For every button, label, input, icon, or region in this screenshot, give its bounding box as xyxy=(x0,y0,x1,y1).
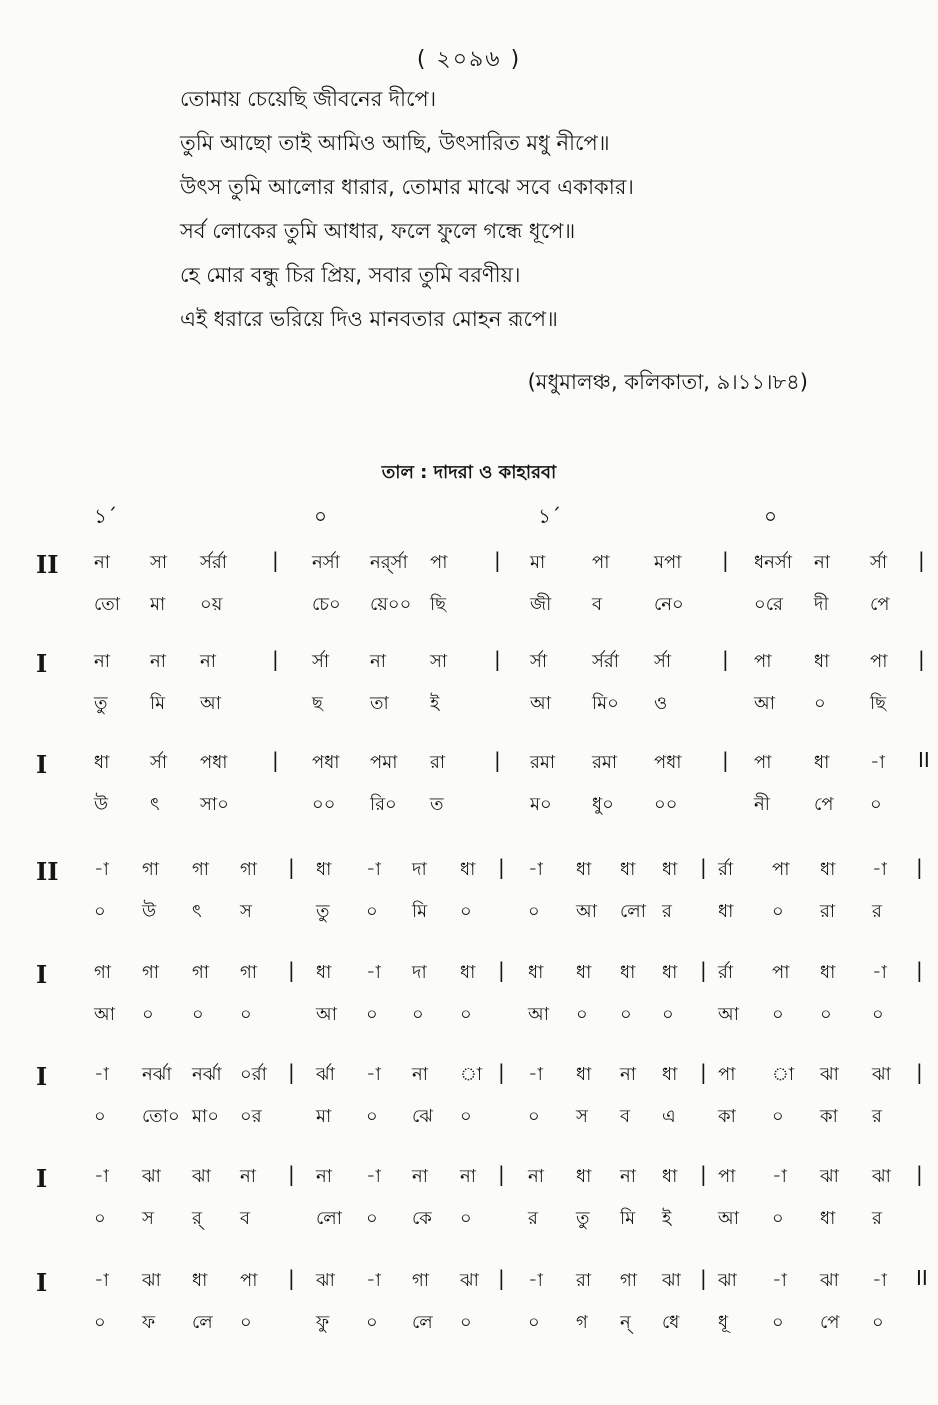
lyric-syllable: ঝে xyxy=(412,1106,433,1127)
swara-note: ঝা xyxy=(192,1166,211,1187)
lyric-syllable: ছ xyxy=(312,693,323,714)
taal-mark: ০ xyxy=(764,504,778,528)
lyric-syllable: মি০ xyxy=(592,693,619,714)
source-citation: (মধুমালঞ্চ, কলিকাতা, ৯।১১।৮৪) xyxy=(527,370,808,394)
lyric-syllable: পে xyxy=(820,1312,840,1333)
beat-divider: | xyxy=(722,647,729,671)
bar-line: I xyxy=(36,649,48,678)
lyric-syllable: ০ xyxy=(240,1004,252,1025)
swara-note: গা xyxy=(620,1270,638,1291)
swara-note: র্সা xyxy=(870,552,888,573)
swara-note: -া xyxy=(366,1270,381,1291)
swara-note: না xyxy=(94,651,110,672)
lyric-syllable: তা xyxy=(370,693,389,714)
poem-line: উৎস তুমি আলোর ধারার, তোমার মাঝে সবে একাকার। xyxy=(180,175,634,199)
swara-note: ধা xyxy=(820,859,836,880)
swara-note: গা xyxy=(240,962,258,983)
lyric-syllable: ০ xyxy=(772,1208,784,1229)
swara-note: র্রা xyxy=(718,962,734,983)
lyric-syllable: ০ xyxy=(366,1106,378,1127)
swara-note: -া xyxy=(366,859,381,880)
beat-divider: | xyxy=(700,1060,707,1084)
swara-note: পধা xyxy=(654,752,682,773)
lyric-syllable: ০ xyxy=(662,1004,674,1025)
swara-note: ধা xyxy=(662,1166,678,1187)
lyric-syllable: জী xyxy=(530,594,552,615)
beat-divider: | xyxy=(916,958,923,982)
lyric-syllable: ও xyxy=(654,693,668,714)
swara-note: ধা xyxy=(192,1270,208,1291)
lyric-syllable: কা xyxy=(820,1106,838,1127)
beat-divider: II xyxy=(918,748,930,772)
lyric-syllable: ০য় xyxy=(200,594,223,615)
swara-note: ঝা xyxy=(872,1064,891,1085)
swara-note: পা xyxy=(772,962,790,983)
lyric-syllable: আ xyxy=(718,1208,739,1229)
swara-note: -া xyxy=(528,1270,543,1291)
beat-divider: | xyxy=(700,855,707,879)
lyric-syllable: মি xyxy=(620,1208,636,1229)
swara-note: পা xyxy=(870,651,888,672)
lyric-syllable: স xyxy=(142,1208,154,1229)
swara-note: র্ঝা xyxy=(316,1064,335,1085)
lyric-syllable: ০ xyxy=(240,1312,252,1333)
lyric-syllable: ০ xyxy=(192,1004,204,1025)
poem-line: তোমায় চেয়েছি জীবনের দীপে। xyxy=(180,87,437,111)
lyric-syllable: ত xyxy=(430,794,444,815)
notation-row xyxy=(0,1162,938,1229)
lyric-syllable: স xyxy=(576,1106,588,1127)
swara-note: ধা xyxy=(620,962,636,983)
bar-line: I xyxy=(36,1062,48,1091)
lyric-syllable: ০ xyxy=(772,1106,784,1127)
tala-heading: তাল : দাদরা ও কাহারবা xyxy=(381,462,557,483)
lyric-syllable: দী xyxy=(814,594,829,615)
swara-note: -া xyxy=(528,859,543,880)
swara-note: র্সা xyxy=(654,651,672,672)
swara-note: ঝা xyxy=(872,1166,891,1187)
bar-line: I xyxy=(36,1164,48,1193)
lyric-syllable: রা xyxy=(820,901,836,922)
swara-note: না xyxy=(412,1064,428,1085)
lyric-syllable: ৎ xyxy=(192,901,202,922)
swara-note: গা xyxy=(412,1270,430,1291)
notation-row xyxy=(0,1060,938,1127)
lyric-syllable: রি০ xyxy=(370,794,397,815)
swara-note: ধা xyxy=(460,962,476,983)
beat-divider: | xyxy=(918,647,925,671)
swara-note: র্সর্রা xyxy=(592,651,620,672)
lyric-syllable: চে০ xyxy=(312,594,341,615)
lyric-syllable: ০ xyxy=(528,901,540,922)
notation-row xyxy=(0,855,938,922)
lyric-syllable: ০ xyxy=(772,1004,784,1025)
swara-note: ঝা xyxy=(718,1270,737,1291)
lyric-syllable: ০ xyxy=(820,1004,832,1025)
swara-note: নর্সা xyxy=(312,552,340,573)
lyric-syllable: মা০ xyxy=(192,1106,219,1127)
beat-divider: | xyxy=(498,958,505,982)
beat-divider: | xyxy=(916,1162,923,1186)
swara-note: পমা xyxy=(370,752,398,773)
lyric-syllable: ০ xyxy=(528,1106,540,1127)
swara-note: ঝা xyxy=(316,1270,335,1291)
lyric-syllable: ফু xyxy=(316,1312,330,1333)
swara-note: ধা xyxy=(820,962,836,983)
swara-note: না xyxy=(94,552,110,573)
swara-note: ধা xyxy=(662,962,678,983)
lyric-syllable: ফ xyxy=(142,1312,156,1333)
beat-divider: II xyxy=(916,1266,928,1290)
swara-note: -া xyxy=(528,1064,543,1085)
page-number: ( ২০৯৬ ) xyxy=(416,47,522,72)
lyric-syllable: ০রে xyxy=(754,594,783,615)
swara-note: ঝা xyxy=(820,1270,839,1291)
swara-note: না xyxy=(150,651,166,672)
beat-divider: | xyxy=(916,855,923,879)
swara-note: -া xyxy=(872,859,887,880)
lyric-syllable: র xyxy=(872,1106,882,1127)
beat-divider: | xyxy=(722,748,729,772)
swara-note: ধা xyxy=(814,651,830,672)
swara-note: ঝা xyxy=(662,1270,681,1291)
lyric-syllable: ০ xyxy=(460,1312,472,1333)
bar-line: I xyxy=(36,750,48,779)
notation-row xyxy=(0,958,938,1025)
lyric-syllable: ০ xyxy=(460,901,472,922)
lyric-syllable: আ xyxy=(316,1004,337,1025)
lyric-syllable: ০ xyxy=(528,1312,540,1333)
beat-divider: | xyxy=(700,1266,707,1290)
lyric-syllable: ০র xyxy=(240,1106,262,1127)
lyric-syllable: মি xyxy=(150,693,166,714)
swara-note: গা xyxy=(142,962,160,983)
taal-mark: ১´ xyxy=(538,504,561,528)
lyric-syllable: আ xyxy=(718,1004,739,1025)
swara-note: ধা xyxy=(576,859,592,880)
lyric-syllable: আ xyxy=(576,901,597,922)
lyric-syllable: লো xyxy=(620,901,646,922)
lyric-syllable: ন্ xyxy=(620,1312,631,1333)
swara-note: -া xyxy=(94,859,109,880)
lyric-syllable: লে xyxy=(412,1312,433,1333)
swara-note: না xyxy=(814,552,830,573)
swara-note: দা xyxy=(412,962,427,983)
swara-note: র্সা xyxy=(150,752,168,773)
beat-divider: | xyxy=(288,855,295,879)
lyric-syllable: র xyxy=(872,901,882,922)
lyric-syllable: তু xyxy=(94,693,108,714)
swara-note: ধা xyxy=(576,962,592,983)
swara-note: গা xyxy=(142,859,160,880)
notation-row xyxy=(0,748,938,815)
swara-note: নর্ঝা xyxy=(142,1064,172,1085)
lyric-syllable: কা xyxy=(718,1106,736,1127)
beat-divider: | xyxy=(494,548,501,572)
lyric-syllable: ০ xyxy=(142,1004,154,1025)
lyric-syllable: ০০ xyxy=(312,794,336,815)
swara-note: -া xyxy=(870,752,885,773)
lyric-syllable: আ xyxy=(200,693,221,714)
taal-mark: ১´ xyxy=(94,504,117,528)
lyric-syllable: ০ xyxy=(872,1004,884,1025)
lyric-syllable: ধে xyxy=(662,1312,680,1333)
notation-row xyxy=(0,548,938,615)
swara-note: না xyxy=(620,1064,636,1085)
swara-note: ঝা xyxy=(460,1270,479,1291)
lyric-syllable: পে xyxy=(870,594,890,615)
swara-note: ঝা xyxy=(820,1064,839,1085)
lyric-syllable: ০ xyxy=(94,1208,106,1229)
lyric-syllable: ০ xyxy=(460,1208,472,1229)
lyric-syllable: ০ xyxy=(620,1004,632,1025)
swara-note: দা xyxy=(412,859,427,880)
lyric-syllable: তো০ xyxy=(142,1106,180,1127)
poem-line: এই ধরারে ভরিয়ে দিও মানবতার মোহন রূপে॥ xyxy=(180,307,558,331)
bar-line: I xyxy=(36,960,48,989)
swara-note: ধা xyxy=(576,1064,592,1085)
beat-divider: | xyxy=(498,855,505,879)
beat-divider: | xyxy=(494,647,501,671)
poem-line: হে মোর বন্ধু চির প্রিয়, সবার তুমি বরণীয়। xyxy=(180,263,521,287)
swara-note: রা xyxy=(576,1270,592,1291)
swara-note: মপা xyxy=(654,552,682,573)
beat-divider: | xyxy=(288,1266,295,1290)
lyric-syllable: তু xyxy=(576,1208,590,1229)
swara-note: না xyxy=(412,1166,428,1187)
swara-note: পা xyxy=(754,651,772,672)
poem-block xyxy=(180,88,900,331)
swara-note: -া xyxy=(772,1166,787,1187)
swara-note: সা xyxy=(430,651,448,672)
lyric-syllable: ০ xyxy=(870,794,882,815)
swara-note: -া xyxy=(94,1270,109,1291)
lyric-syllable: ০ xyxy=(366,1312,378,1333)
lyric-syllable: লো xyxy=(316,1208,342,1229)
beat-divider: | xyxy=(722,548,729,572)
swara-note: রা xyxy=(430,752,446,773)
beat-divider: | xyxy=(288,958,295,982)
swara-note: ধা xyxy=(662,1064,678,1085)
swara-note: গা xyxy=(240,859,258,880)
swara-note: ঝা xyxy=(142,1270,161,1291)
beat-divider: | xyxy=(288,1162,295,1186)
lyric-syllable: র xyxy=(872,1208,882,1229)
swara-note: া xyxy=(772,1064,795,1085)
swara-note: না xyxy=(460,1166,476,1187)
lyric-syllable: ০ xyxy=(460,1106,472,1127)
lyric-syllable: ব xyxy=(592,594,603,615)
lyric-syllable: ধা xyxy=(820,1208,836,1229)
lyric-syllable: ধা xyxy=(718,901,734,922)
lyric-syllable: ০ xyxy=(772,1312,784,1333)
swara-note: নর্র্সা xyxy=(370,552,408,573)
beat-divider: | xyxy=(916,1060,923,1084)
lyric-syllable: আ xyxy=(754,693,775,714)
lyric-syllable: তো xyxy=(94,594,121,615)
swara-note: রমা xyxy=(530,752,556,773)
lyric-syllable: কে xyxy=(412,1208,432,1229)
beat-divider: | xyxy=(272,647,279,671)
taal-mark: ০ xyxy=(314,504,328,528)
lyric-syllable: মা xyxy=(316,1106,332,1127)
swara-note: র্সা xyxy=(312,651,330,672)
swara-note: -া xyxy=(366,962,381,983)
bar-line: II xyxy=(36,857,59,886)
swara-note: র্রা xyxy=(718,859,734,880)
swara-note: পা xyxy=(592,552,610,573)
lyric-syllable: ই xyxy=(430,693,440,714)
swara-note: া xyxy=(460,1064,483,1085)
lyric-syllable: ০ xyxy=(94,1106,106,1127)
lyric-syllable: স xyxy=(240,901,252,922)
swara-note: ধনর্সা xyxy=(754,552,792,573)
notation-row xyxy=(0,1266,938,1333)
swara-note: না xyxy=(240,1166,256,1187)
swara-note: -া xyxy=(772,1270,787,1291)
beat-divider: | xyxy=(498,1162,505,1186)
swara-note: ধা xyxy=(316,859,332,880)
lyric-syllable: ধু০ xyxy=(592,794,614,815)
lyric-syllable: ০ xyxy=(412,1004,424,1025)
beat-divider: | xyxy=(700,958,707,982)
lyric-syllable: ৎ xyxy=(150,794,160,815)
swara-note: না xyxy=(528,1166,544,1187)
swara-note: ঝা xyxy=(820,1166,839,1187)
swara-note: পা xyxy=(430,552,448,573)
lyric-syllable: ০ xyxy=(772,901,784,922)
lyric-syllable: র xyxy=(528,1208,538,1229)
swara-note: পা xyxy=(718,1166,736,1187)
swara-note: -া xyxy=(366,1064,381,1085)
lyric-syllable: নী xyxy=(754,794,770,815)
swara-note: গা xyxy=(192,962,210,983)
swara-note: ধা xyxy=(620,859,636,880)
lyric-syllable: র xyxy=(662,901,672,922)
lyric-syllable: ০ xyxy=(94,901,106,922)
swara-note: পধা xyxy=(200,752,228,773)
swara-note: পধা xyxy=(312,752,340,773)
lyric-syllable: ছি xyxy=(870,693,887,714)
swara-note: র্সা xyxy=(530,651,548,672)
lyric-syllable: ০০ xyxy=(654,794,678,815)
beat-divider: | xyxy=(700,1162,707,1186)
swara-note: রমা xyxy=(592,752,618,773)
swara-note: ধা xyxy=(814,752,830,773)
swara-note: ধা xyxy=(94,752,110,773)
lyric-syllable: ম০ xyxy=(530,794,552,815)
lyric-syllable: এ xyxy=(662,1106,676,1127)
swara-note: -া xyxy=(872,962,887,983)
lyric-syllable: ছি xyxy=(430,594,447,615)
swara-note: পা xyxy=(754,752,772,773)
swara-note: -া xyxy=(366,1166,381,1187)
lyric-syllable: ০ xyxy=(366,901,378,922)
lyric-syllable: গ xyxy=(576,1312,588,1333)
lyric-syllable: আ xyxy=(528,1004,549,1025)
swara-note: ০র্রা xyxy=(240,1064,267,1085)
lyric-syllable: ০ xyxy=(576,1004,588,1025)
lyric-syllable: ই xyxy=(662,1208,672,1229)
lyric-syllable: তু xyxy=(316,901,330,922)
lyric-syllable: ০ xyxy=(94,1312,106,1333)
lyric-syllable: য়ে০০ xyxy=(370,594,412,615)
beat-divider: | xyxy=(272,548,279,572)
lyric-syllable: ব xyxy=(240,1208,251,1229)
swara-note: না xyxy=(370,651,386,672)
beat-divider: | xyxy=(288,1060,295,1084)
lyric-syllable: ০ xyxy=(366,1208,378,1229)
lyric-syllable: নে০ xyxy=(654,594,684,615)
swara-note: পা xyxy=(718,1064,736,1085)
swara-note: -া xyxy=(94,1064,109,1085)
lyric-syllable: র্ xyxy=(192,1208,202,1229)
lyric-syllable: উ xyxy=(94,794,109,815)
swara-note: সা xyxy=(150,552,168,573)
lyric-syllable: ০ xyxy=(814,693,826,714)
swara-note: ধা xyxy=(576,1166,592,1187)
lyric-syllable: আ xyxy=(530,693,551,714)
swara-note: ঝা xyxy=(142,1166,161,1187)
swara-note: ধা xyxy=(662,859,678,880)
swara-note: ধা xyxy=(528,962,544,983)
swara-note: ধা xyxy=(316,962,332,983)
swara-note: গা xyxy=(94,962,112,983)
beat-divider: | xyxy=(498,1060,505,1084)
lyric-syllable: আ xyxy=(94,1004,115,1025)
bar-line: I xyxy=(36,1268,48,1297)
lyric-syllable: উ xyxy=(142,901,157,922)
beat-divider: | xyxy=(494,748,501,772)
swara-note: পা xyxy=(240,1270,258,1291)
lyric-syllable: মি xyxy=(412,901,428,922)
lyric-syllable: মা xyxy=(150,594,166,615)
swara-note: না xyxy=(316,1166,332,1187)
lyric-syllable: ০ xyxy=(872,1312,884,1333)
lyric-syllable: সা০ xyxy=(200,794,229,815)
lyric-syllable: ব xyxy=(620,1106,631,1127)
beat-divider: | xyxy=(498,1266,505,1290)
poem-line: তুমি আছো তাই আমিও আছি, উৎসারিত মধু নীপে॥ xyxy=(180,131,610,155)
swara-note: র্সর্রা xyxy=(200,552,228,573)
swara-note: না xyxy=(620,1166,636,1187)
swara-note: গা xyxy=(192,859,210,880)
swara-note: -া xyxy=(94,1166,109,1187)
lyric-syllable: ০ xyxy=(366,1004,378,1025)
lyric-syllable: ধূ xyxy=(718,1312,729,1333)
swara-note: পা xyxy=(772,859,790,880)
beat-divider: | xyxy=(272,748,279,772)
beat-divider: | xyxy=(918,548,925,572)
swara-note: -া xyxy=(872,1270,887,1291)
lyric-syllable: লে xyxy=(192,1312,213,1333)
poem-line: সর্ব লোকের তুমি আধার, ফলে ফুলে গন্ধে ধূপে॥ xyxy=(180,219,576,243)
swara-note: না xyxy=(200,651,216,672)
swara-note: ধা xyxy=(460,859,476,880)
swara-note: নর্ঝা xyxy=(192,1064,222,1085)
bar-line: II xyxy=(36,550,59,579)
swara-note: মা xyxy=(530,552,546,573)
lyric-syllable: পে xyxy=(814,794,834,815)
notation-row xyxy=(0,647,938,714)
lyric-syllable: ০ xyxy=(460,1004,472,1025)
